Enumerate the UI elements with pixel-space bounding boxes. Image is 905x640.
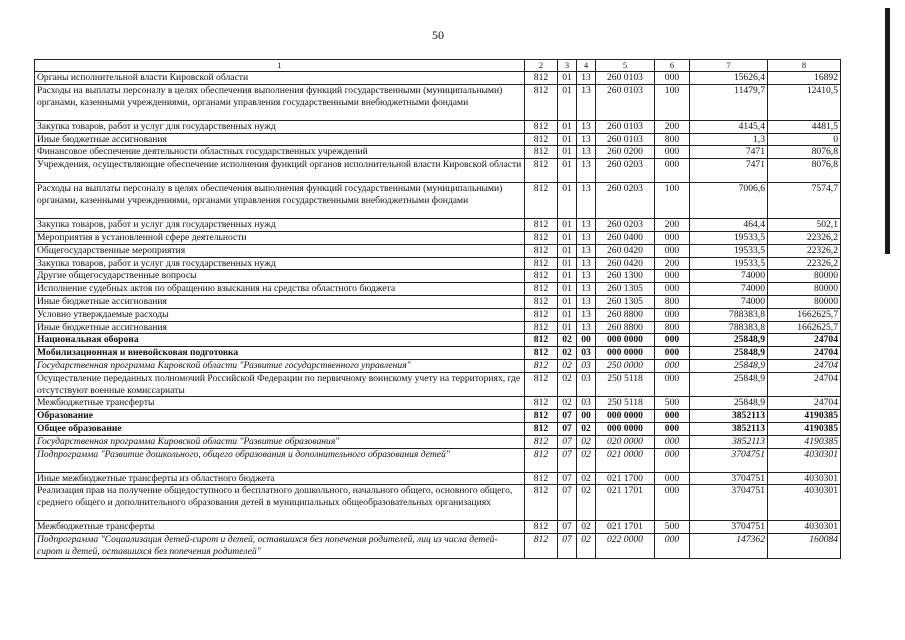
ministry-code-cell: 812	[525, 84, 558, 120]
amount-year2-cell: 1662625,7	[768, 308, 841, 321]
target-item-code-cell: 022 0000	[596, 534, 655, 559]
amount-year2-cell: 24704	[768, 397, 841, 410]
table-row	[35, 295, 841, 308]
expense-type-code-cell: 000	[655, 372, 690, 397]
expense-type-code-cell: 000	[655, 485, 690, 521]
amount-year2-cell: 8076,8	[768, 146, 841, 159]
expense-type-code-cell: 000	[655, 308, 690, 321]
table-row	[35, 359, 841, 372]
amount-year2-cell: 502,1	[768, 219, 841, 232]
column-header: 2	[525, 60, 558, 72]
amount-year1-cell: 25848,9	[690, 359, 768, 372]
target-item-code-cell: 260 0203	[596, 219, 655, 232]
table-row	[35, 321, 841, 334]
ministry-code-cell: 812	[525, 133, 558, 146]
item-name-cell: Закупка товаров, работ и услуг для государственных нужд	[35, 120, 525, 133]
amount-year2-cell: 80000	[768, 295, 841, 308]
amount-year1-cell: 3704751	[690, 521, 768, 534]
amount-year1-cell: 74000	[690, 295, 768, 308]
item-name-cell: Иные межбюджетные трансферты из областного бюджета	[35, 472, 525, 485]
section-code-cell: 07	[558, 521, 577, 534]
expense-type-code-cell: 000	[655, 347, 690, 360]
amount-year2-cell: 4481,5	[768, 120, 841, 133]
ministry-code-cell: 812	[525, 448, 558, 472]
section-code-cell: 01	[558, 231, 577, 244]
section-code-cell: 07	[558, 435, 577, 448]
expense-type-code-cell: 800	[655, 295, 690, 308]
amount-year1-cell: 3704751	[690, 485, 768, 521]
item-name-cell: Мероприятия в установленной сфере деятельности	[35, 231, 525, 244]
table-row	[35, 120, 841, 133]
section-code-cell: 01	[558, 308, 577, 321]
section-code-cell: 01	[558, 72, 577, 85]
section-code-cell: 07	[558, 485, 577, 521]
target-item-code-cell: 021 1701	[596, 485, 655, 521]
table-row	[35, 435, 841, 448]
item-name-cell: Национальная оборона	[35, 334, 525, 347]
table-row	[35, 283, 841, 296]
table-row	[35, 372, 841, 397]
target-item-code-cell: 260 0103	[596, 72, 655, 85]
section-code-cell: 01	[558, 283, 577, 296]
item-name-cell: Другие общегосударственные вопросы	[35, 270, 525, 283]
item-name-cell: Государственная программа Кировской области "Развитие государственного управления"	[35, 359, 525, 372]
budget-table	[34, 59, 841, 559]
subsection-code-cell: 03	[577, 397, 596, 410]
target-item-code-cell: 260 0420	[596, 244, 655, 257]
amount-year1-cell: 25848,9	[690, 397, 768, 410]
expense-type-code-cell: 000	[655, 534, 690, 559]
expense-type-code-cell: 000	[655, 448, 690, 472]
table-row	[35, 72, 841, 85]
amount-year2-cell: 4030301	[768, 448, 841, 472]
expense-type-code-cell: 800	[655, 321, 690, 334]
table-row	[35, 397, 841, 410]
table-row	[35, 521, 841, 534]
ministry-code-cell: 812	[525, 347, 558, 360]
amount-year1-cell: 7006,6	[690, 183, 768, 219]
amount-year2-cell: 8076,8	[768, 159, 841, 183]
target-item-code-cell: 260 0203	[596, 159, 655, 183]
section-code-cell: 01	[558, 120, 577, 133]
subsection-code-cell: 13	[577, 321, 596, 334]
amount-year1-cell: 3852113	[690, 435, 768, 448]
section-code-cell: 01	[558, 84, 577, 120]
subsection-code-cell: 02	[577, 422, 596, 435]
section-code-cell: 02	[558, 372, 577, 397]
expense-type-code-cell: 000	[655, 231, 690, 244]
item-name-cell: Закупка товаров, работ и услуг для государственных нужд	[35, 257, 525, 270]
table-row	[35, 133, 841, 146]
subsection-code-cell: 13	[577, 133, 596, 146]
item-name-cell: Расходы на выплаты персоналу в целях обеспечения выполнения функций государственными (муниципальными) органами, казенными учреждениями, органами управления государственными внебюджетными фондами	[35, 84, 525, 120]
subsection-code-cell: 02	[577, 521, 596, 534]
subsection-code-cell: 03	[577, 359, 596, 372]
target-item-code-cell: 260 1305	[596, 283, 655, 296]
item-name-cell: Осуществление переданных полномочий Российской Федерации по первичному воинскому учету на территориях, где отсутствуют военные комиссариаты	[35, 372, 525, 397]
expense-type-code-cell: 800	[655, 133, 690, 146]
item-name-cell: Образование	[35, 410, 525, 423]
item-name-cell: Государственная программа Кировской области "Развитие образования"	[35, 435, 525, 448]
amount-year1-cell: 7471	[690, 159, 768, 183]
expense-type-code-cell: 000	[655, 283, 690, 296]
ministry-code-cell: 812	[525, 270, 558, 283]
column-header: 4	[577, 60, 596, 72]
amount-year2-cell: 0	[768, 133, 841, 146]
table-row	[35, 244, 841, 257]
target-item-code-cell: 250 5118	[596, 397, 655, 410]
expense-type-code-cell: 100	[655, 183, 690, 219]
amount-year2-cell: 24704	[768, 372, 841, 397]
amount-year2-cell: 22326,2	[768, 244, 841, 257]
table-row	[35, 410, 841, 423]
expense-type-code-cell: 000	[655, 359, 690, 372]
column-header: 6	[655, 60, 690, 72]
target-item-code-cell: 250 0000	[596, 359, 655, 372]
amount-year1-cell: 25848,9	[690, 334, 768, 347]
item-name-cell: Иные бюджетные ассигнования	[35, 133, 525, 146]
subsection-code-cell: 02	[577, 435, 596, 448]
subsection-code-cell: 00	[577, 410, 596, 423]
table-row	[35, 422, 841, 435]
section-code-cell: 01	[558, 295, 577, 308]
table-row	[35, 534, 841, 559]
subsection-code-cell: 13	[577, 159, 596, 183]
amount-year1-cell: 788383,8	[690, 308, 768, 321]
amount-year1-cell: 147362	[690, 534, 768, 559]
header-row	[35, 60, 841, 72]
subsection-code-cell: 13	[577, 295, 596, 308]
subsection-code-cell: 00	[577, 334, 596, 347]
table-row	[35, 219, 841, 232]
section-code-cell: 01	[558, 244, 577, 257]
ministry-code-cell: 812	[525, 72, 558, 85]
amount-year1-cell: 3704751	[690, 448, 768, 472]
expense-type-code-cell: 000	[655, 435, 690, 448]
table-row	[35, 270, 841, 283]
amount-year1-cell: 3852113	[690, 410, 768, 423]
subsection-code-cell: 02	[577, 534, 596, 559]
subsection-code-cell: 13	[577, 183, 596, 219]
amount-year1-cell: 25848,9	[690, 372, 768, 397]
expense-type-code-cell: 200	[655, 219, 690, 232]
expense-type-code-cell: 200	[655, 257, 690, 270]
ministry-code-cell: 812	[525, 521, 558, 534]
section-code-cell: 07	[558, 534, 577, 559]
amount-year1-cell: 19533,5	[690, 244, 768, 257]
item-name-cell: Мобилизационная и вневойсковая подготовка	[35, 347, 525, 360]
ministry-code-cell: 812	[525, 308, 558, 321]
target-item-code-cell: 000 0000	[596, 347, 655, 360]
amount-year2-cell: 160084	[768, 534, 841, 559]
table-row	[35, 231, 841, 244]
ministry-code-cell: 812	[525, 295, 558, 308]
table-row	[35, 472, 841, 485]
column-header: 7	[690, 60, 768, 72]
item-name-cell: Закупка товаров, работ и услуг для государственных нужд	[35, 219, 525, 232]
target-item-code-cell: 020 0000	[596, 435, 655, 448]
amount-year2-cell: 4030301	[768, 472, 841, 485]
amount-year2-cell: 24704	[768, 334, 841, 347]
ministry-code-cell: 812	[525, 410, 558, 423]
expense-type-code-cell: 000	[655, 159, 690, 183]
target-item-code-cell: 260 0203	[596, 183, 655, 219]
amount-year2-cell: 1662625,7	[768, 321, 841, 334]
item-name-cell: Органы исполнительной власти Кировской области	[35, 72, 525, 85]
table-row	[35, 334, 841, 347]
target-item-code-cell: 000 0000	[596, 410, 655, 423]
subsection-code-cell: 13	[577, 219, 596, 232]
amount-year1-cell: 25848,9	[690, 347, 768, 360]
ministry-code-cell: 812	[525, 359, 558, 372]
ministry-code-cell: 812	[525, 257, 558, 270]
expense-type-code-cell: 000	[655, 422, 690, 435]
subsection-code-cell: 13	[577, 244, 596, 257]
ministry-code-cell: 812	[525, 219, 558, 232]
section-code-cell: 01	[558, 219, 577, 232]
subsection-code-cell: 02	[577, 448, 596, 472]
target-item-code-cell: 000 0000	[596, 422, 655, 435]
ministry-code-cell: 812	[525, 283, 558, 296]
amount-year1-cell: 19533,5	[690, 257, 768, 270]
ministry-code-cell: 812	[525, 534, 558, 559]
amount-year2-cell: 22326,2	[768, 257, 841, 270]
section-code-cell: 02	[558, 334, 577, 347]
table-row	[35, 159, 841, 183]
section-code-cell: 01	[558, 159, 577, 183]
subsection-code-cell: 13	[577, 231, 596, 244]
table-row	[35, 485, 841, 521]
target-item-code-cell: 000 0000	[596, 334, 655, 347]
ministry-code-cell: 812	[525, 372, 558, 397]
amount-year1-cell: 3704751	[690, 472, 768, 485]
expense-type-code-cell: 000	[655, 334, 690, 347]
amount-year1-cell: 4145,4	[690, 120, 768, 133]
amount-year2-cell: 4190385	[768, 422, 841, 435]
amount-year2-cell: 16892	[768, 72, 841, 85]
section-code-cell: 02	[558, 359, 577, 372]
expense-type-code-cell: 200	[655, 120, 690, 133]
target-item-code-cell: 260 0103	[596, 120, 655, 133]
section-code-cell: 07	[558, 448, 577, 472]
subsection-code-cell: 13	[577, 84, 596, 120]
table-row	[35, 308, 841, 321]
section-code-cell: 07	[558, 422, 577, 435]
ministry-code-cell: 812	[525, 231, 558, 244]
target-item-code-cell: 021 1701	[596, 521, 655, 534]
item-name-cell: Финансовое обеспечение деятельности областных государственных учреждений	[35, 146, 525, 159]
expense-type-code-cell: 000	[655, 72, 690, 85]
subsection-code-cell: 13	[577, 270, 596, 283]
item-name-cell: Общее образование	[35, 422, 525, 435]
target-item-code-cell: 021 1700	[596, 472, 655, 485]
target-item-code-cell: 260 8800	[596, 321, 655, 334]
item-name-cell: Условно утверждаемые расходы	[35, 308, 525, 321]
item-name-cell: Подпрограмма "Социализация детей-сирот и детей, оставшихся без попечения родителей, лиц из числа детей-сирот и детей, оставшихся без попечения родителей"	[35, 534, 525, 559]
target-item-code-cell: 260 1305	[596, 295, 655, 308]
target-item-code-cell: 260 0400	[596, 231, 655, 244]
amount-year1-cell: 15626,4	[690, 72, 768, 85]
amount-year1-cell: 19533,5	[690, 231, 768, 244]
expense-type-code-cell: 100	[655, 84, 690, 120]
subsection-code-cell: 13	[577, 283, 596, 296]
item-name-cell: Иные бюджетные ассигнования	[35, 321, 525, 334]
scan-edge-shadow	[885, 8, 890, 254]
section-code-cell: 02	[558, 397, 577, 410]
item-name-cell: Межбюджетные трансферты	[35, 397, 525, 410]
column-header: 3	[558, 60, 577, 72]
ministry-code-cell: 812	[525, 435, 558, 448]
amount-year2-cell: 22326,2	[768, 231, 841, 244]
ministry-code-cell: 812	[525, 422, 558, 435]
section-code-cell: 01	[558, 183, 577, 219]
subsection-code-cell: 02	[577, 472, 596, 485]
table-row	[35, 448, 841, 472]
amount-year2-cell: 24704	[768, 359, 841, 372]
expense-type-code-cell: 000	[655, 146, 690, 159]
target-item-code-cell: 260 0420	[596, 257, 655, 270]
table-row	[35, 84, 841, 120]
subsection-code-cell: 02	[577, 485, 596, 521]
amount-year2-cell: 4030301	[768, 485, 841, 521]
amount-year2-cell: 12410,5	[768, 84, 841, 120]
item-name-cell: Подпрограмма "Развитие дошкольного, общего образования и дополнительного образования детей"	[35, 448, 525, 472]
target-item-code-cell: 260 8800	[596, 308, 655, 321]
table-row	[35, 257, 841, 270]
expense-type-code-cell: 000	[655, 270, 690, 283]
ministry-code-cell: 812	[525, 485, 558, 521]
subsection-code-cell: 13	[577, 146, 596, 159]
table-row	[35, 183, 841, 219]
target-item-code-cell: 250 5118	[596, 372, 655, 397]
table-body	[35, 72, 841, 559]
ministry-code-cell: 812	[525, 146, 558, 159]
target-item-code-cell: 260 0103	[596, 133, 655, 146]
amount-year2-cell: 24704	[768, 347, 841, 360]
subsection-code-cell: 03	[577, 372, 596, 397]
subsection-code-cell: 13	[577, 120, 596, 133]
amount-year2-cell: 80000	[768, 283, 841, 296]
amount-year1-cell: 7471	[690, 146, 768, 159]
column-header: 8	[768, 60, 841, 72]
ministry-code-cell: 812	[525, 472, 558, 485]
ministry-code-cell: 812	[525, 159, 558, 183]
item-name-cell: Общегосударственные мероприятия	[35, 244, 525, 257]
amount-year1-cell: 788383,8	[690, 321, 768, 334]
expense-type-code-cell: 000	[655, 410, 690, 423]
subsection-code-cell: 13	[577, 257, 596, 270]
subsection-code-cell: 13	[577, 308, 596, 321]
section-code-cell: 07	[558, 410, 577, 423]
amount-year2-cell: 80000	[768, 270, 841, 283]
item-name-cell: Расходы на выплаты персоналу в целях обеспечения выполнения функций государственными (муниципальными) органами, казенными учреждениями, органами управления государственными внебюджетными фондами	[35, 183, 525, 219]
section-code-cell: 07	[558, 472, 577, 485]
section-code-cell: 01	[558, 257, 577, 270]
ministry-code-cell: 812	[525, 334, 558, 347]
page-number: 50	[432, 28, 444, 42]
amount-year1-cell: 1,3	[690, 133, 768, 146]
amount-year2-cell: 4190385	[768, 410, 841, 423]
target-item-code-cell: 260 1300	[596, 270, 655, 283]
expense-type-code-cell: 500	[655, 397, 690, 410]
item-name-cell: Реализация прав на получение общедоступного и бесплатного дошкольного, начального общего, основного общего, среднего общего и дополнительного образования детей в муниципальных общеобразовательных организациях	[35, 485, 525, 521]
amount-year2-cell: 4030301	[768, 521, 841, 534]
amount-year2-cell: 4190385	[768, 435, 841, 448]
target-item-code-cell: 260 0200	[596, 146, 655, 159]
amount-year1-cell: 3852113	[690, 422, 768, 435]
ministry-code-cell: 812	[525, 321, 558, 334]
amount-year2-cell: 7574,7	[768, 183, 841, 219]
amount-year1-cell: 464,4	[690, 219, 768, 232]
subsection-code-cell: 13	[577, 72, 596, 85]
table-row	[35, 347, 841, 360]
column-header: 1	[35, 60, 525, 72]
target-item-code-cell: 260 0103	[596, 84, 655, 120]
ministry-code-cell: 812	[525, 183, 558, 219]
amount-year1-cell: 74000	[690, 270, 768, 283]
section-code-cell: 02	[558, 347, 577, 360]
item-name-cell: Исполнение судебных актов по обращению взыскания на средства областного бюджета	[35, 283, 525, 296]
expense-type-code-cell: 000	[655, 472, 690, 485]
section-code-cell: 01	[558, 321, 577, 334]
column-header: 5	[596, 60, 655, 72]
amount-year1-cell: 11479,7	[690, 84, 768, 120]
ministry-code-cell: 812	[525, 244, 558, 257]
expense-type-code-cell: 500	[655, 521, 690, 534]
expense-type-code-cell: 000	[655, 244, 690, 257]
section-code-cell: 01	[558, 133, 577, 146]
item-name-cell: Межбюджетные трансферты	[35, 521, 525, 534]
ministry-code-cell: 812	[525, 397, 558, 410]
amount-year1-cell: 74000	[690, 283, 768, 296]
section-code-cell: 01	[558, 270, 577, 283]
ministry-code-cell: 812	[525, 120, 558, 133]
table-row	[35, 146, 841, 159]
item-name-cell: Иные бюджетные ассигнования	[35, 295, 525, 308]
section-code-cell: 01	[558, 146, 577, 159]
subsection-code-cell: 03	[577, 347, 596, 360]
item-name-cell: Учреждения, осуществляющие обеспечение исполнения функций органов исполнительной власти Кировской области	[35, 159, 525, 183]
target-item-code-cell: 021 0000	[596, 448, 655, 472]
